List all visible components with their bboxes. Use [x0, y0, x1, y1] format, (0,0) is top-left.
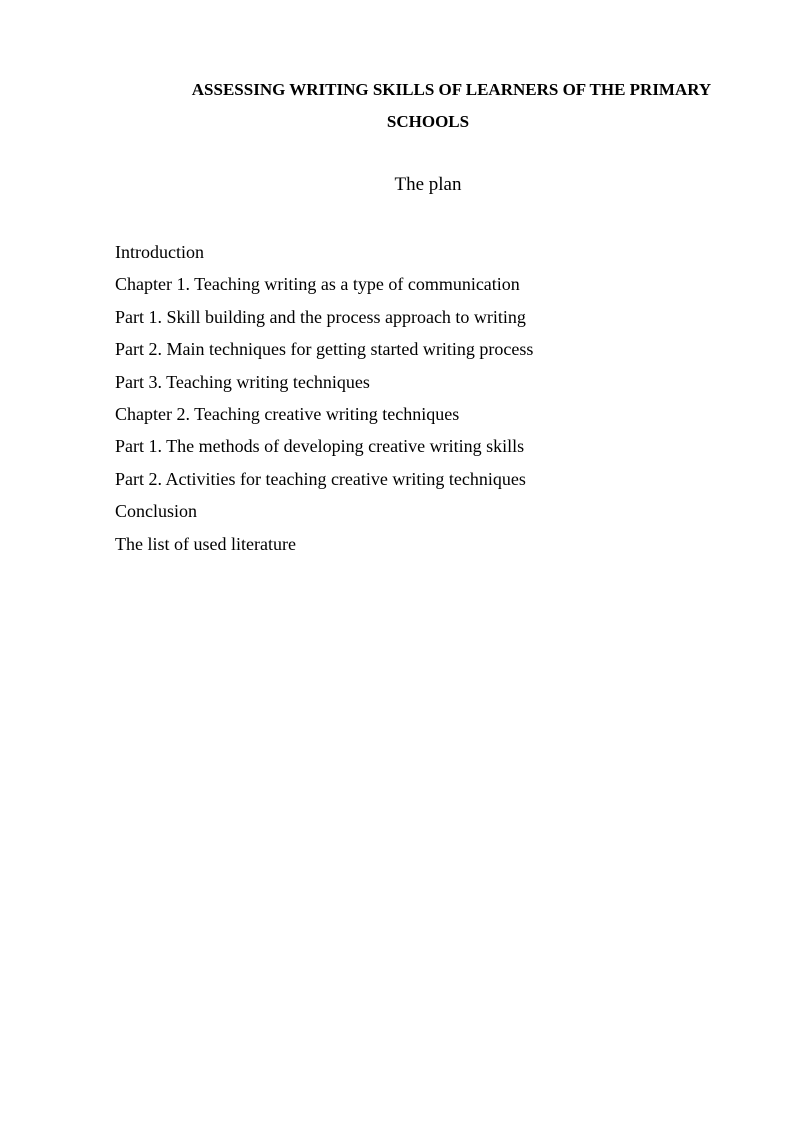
table-of-contents: [115, 236, 741, 560]
toc-item-introduction: Introduction: [115, 242, 204, 262]
toc-item-chapter-2-part-1: Part 1. The methods of developing creative writing skills: [115, 436, 525, 457]
toc-item-literature: The list of used literature: [115, 533, 296, 554]
toc-item-chapter-2-part-2: Part 2. Activities for teaching creative writing techniques: [115, 468, 526, 489]
toc-item-chapter-1-part-1: Part 1. Skill building and the process approach to writing: [115, 306, 526, 327]
toc-item-chapter-1-part-2: Part 2. Main techniques for getting started writing process: [115, 339, 534, 360]
document-title: ASSESSING WRITING SKILLS OF LEARNERS OF THE PRIMARY SCHOOLS: [191, 80, 712, 131]
toc-item-chapter-1: Chapter 1. Teaching writing as a type of communication: [115, 274, 520, 295]
toc-item-conclusion: Conclusion: [115, 501, 198, 522]
toc-item-chapter-2: Chapter 2. Teaching creative writing techniques: [115, 404, 460, 425]
plan-heading: The plan: [394, 174, 462, 195]
toc-item-chapter-1-part-3: Part 3. Teaching writing techniques: [115, 371, 370, 392]
